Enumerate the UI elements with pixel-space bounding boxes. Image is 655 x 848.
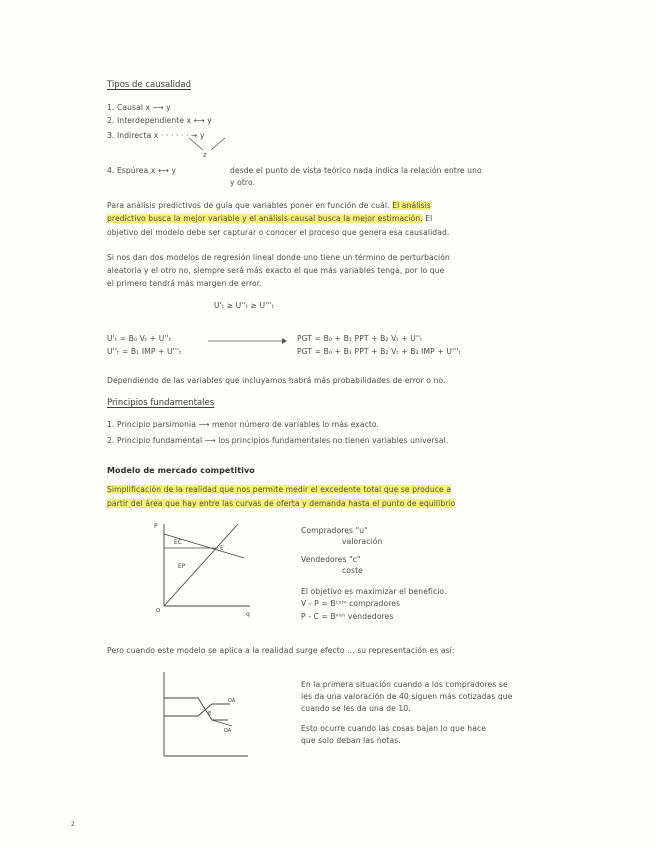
graph1-label-e: E [220,545,224,552]
da-tail [212,720,232,726]
type-causal: 1. Causal x ⟶ y [107,103,171,112]
graph2-label-oa: OA [228,698,236,704]
para1-line1-highlight: El análisis [392,201,431,210]
model-line1 [107,483,451,496]
para1-line3: objetivo del modelo debe ser capturar o conocer el proceso que genera esa causalidad. [107,228,450,237]
graph2-label-e: E [208,711,212,717]
buyers-sub: valoración [342,537,383,546]
para1-line2-highlight: predictivo busca la mejor variable y el análisis causal busca la mejor estimación. [107,214,423,223]
type-indirect: 3. Indirecta x · · · · · · → y [107,131,205,140]
real-market-graph [158,668,253,763]
objective-line: El objetivo es maximizar el beneficio. [301,587,447,596]
graph1-label-ep: EP [178,563,186,570]
para1-line1-a: Para análisis predictivos de guía que variables poner en función de cuál. [107,201,390,210]
equation-right-2: PGT = B₀ + B₁ PPT + B₂ Vₜ + B₃ IMP + U'''ₜ [297,347,461,356]
para2-line1: Si nos dan dos modelos de regresión lineal donde uno tiene un término de perturbación [107,253,450,262]
para2-line3: el primero tendrá más margen de error. [107,279,262,288]
model-line2 [107,497,455,510]
model-line1-highlight: Simplificación de la realidad que nos permite medir el excedente total que se produce a [107,485,452,494]
graph1-label-q: q [246,611,250,618]
occurs-line2: que solo deban las notas. [301,736,401,745]
graph2-label-da: DA [224,728,232,734]
equation-left-1: U'ₜ = B₀ Vₜ + U''ₜ [107,334,172,343]
model-line2-highlight: partir del área que hay entre las curvas de oferta y demanda hasta el punto de equilibrio [107,499,456,508]
principle-parsimony: 1. Principio parsimonia ⟶ menor número de variables lo más exacto. [107,420,380,429]
da-curve [164,704,230,716]
para3: Dependiendo de las variables que incluyamos habrá más probabilidades de error o no. [107,376,446,385]
heading-principles: Principios fundamentales [107,398,215,408]
situation-line2: les da una valoración de 40 siguen más cotizadas que [301,692,513,701]
oa-curve [164,698,228,720]
type-spurious-desc-2: y otro. [230,178,256,187]
graph1-label-origin: O [156,608,161,614]
error-inequality: U'ₜ ≥ U''ₜ ≥ U'''ₜ [214,301,275,310]
sellers-label: Vendedores "c" [301,555,361,564]
buyers-label: Compradores "u" [301,526,368,535]
sellers-sub: coste [342,566,363,575]
para1-line2-b: El [425,214,433,223]
equation-arrow [208,336,288,346]
equation-right-1: PGT = B₀ + B₁ PPT + B₂ Vₜ + U''ₜ [297,334,423,343]
para1-line2 [107,212,432,225]
supply-demand-graph [150,518,260,618]
seller-benefit-line: P - C = Bᵛᵉⁿ vendedores [301,612,394,621]
heading-competitive-market-model: Modelo de mercado competitivo [107,466,255,475]
para4: Pero cuando este modelo se aplica a la realidad surge efecto ... su representación es así: [107,646,455,655]
situation-line3: cuando se les da una de 10. [301,704,411,713]
para2-line2: aleatoria y el otro no, siempre será más exacto el que más variables tenga, por lo que [107,266,445,275]
graph1-label-ec: EC [174,539,182,546]
buyer-benefit-line: V - P = Bᶜᵒᵐ compradores [301,599,401,608]
indirect-node-z: z [203,151,207,159]
page-number: 2 [71,821,75,828]
situation-line1: En la primera situación cuando a los compradores se [301,680,508,689]
type-spurious: 4. Espúrea x ⟷ y [107,166,177,175]
occurs-line1: Esto ocurre cuando las cosas bajan lo que hace [301,724,486,733]
type-interdependent: 2. Interdependiente x ⟷ y [107,116,212,125]
supply-line [164,524,238,606]
heading-types-of-causality: Tipos de causalidad [107,80,191,90]
graph1-label-p: P [154,523,158,530]
equation-left-2: U''ₜ = B₁ IMP + U'''ₜ [107,347,182,356]
para1-line1 [107,199,431,212]
indirect-diagram [185,136,245,160]
type-spurious-desc-1: desde el punto de vista teórico nada indica la relación entre uno [230,166,482,175]
principle-fundamental: 2. Principio fundamental ⟶ los principios fundamentales no tienen variables universal. [107,436,449,445]
demand-line [164,534,244,558]
